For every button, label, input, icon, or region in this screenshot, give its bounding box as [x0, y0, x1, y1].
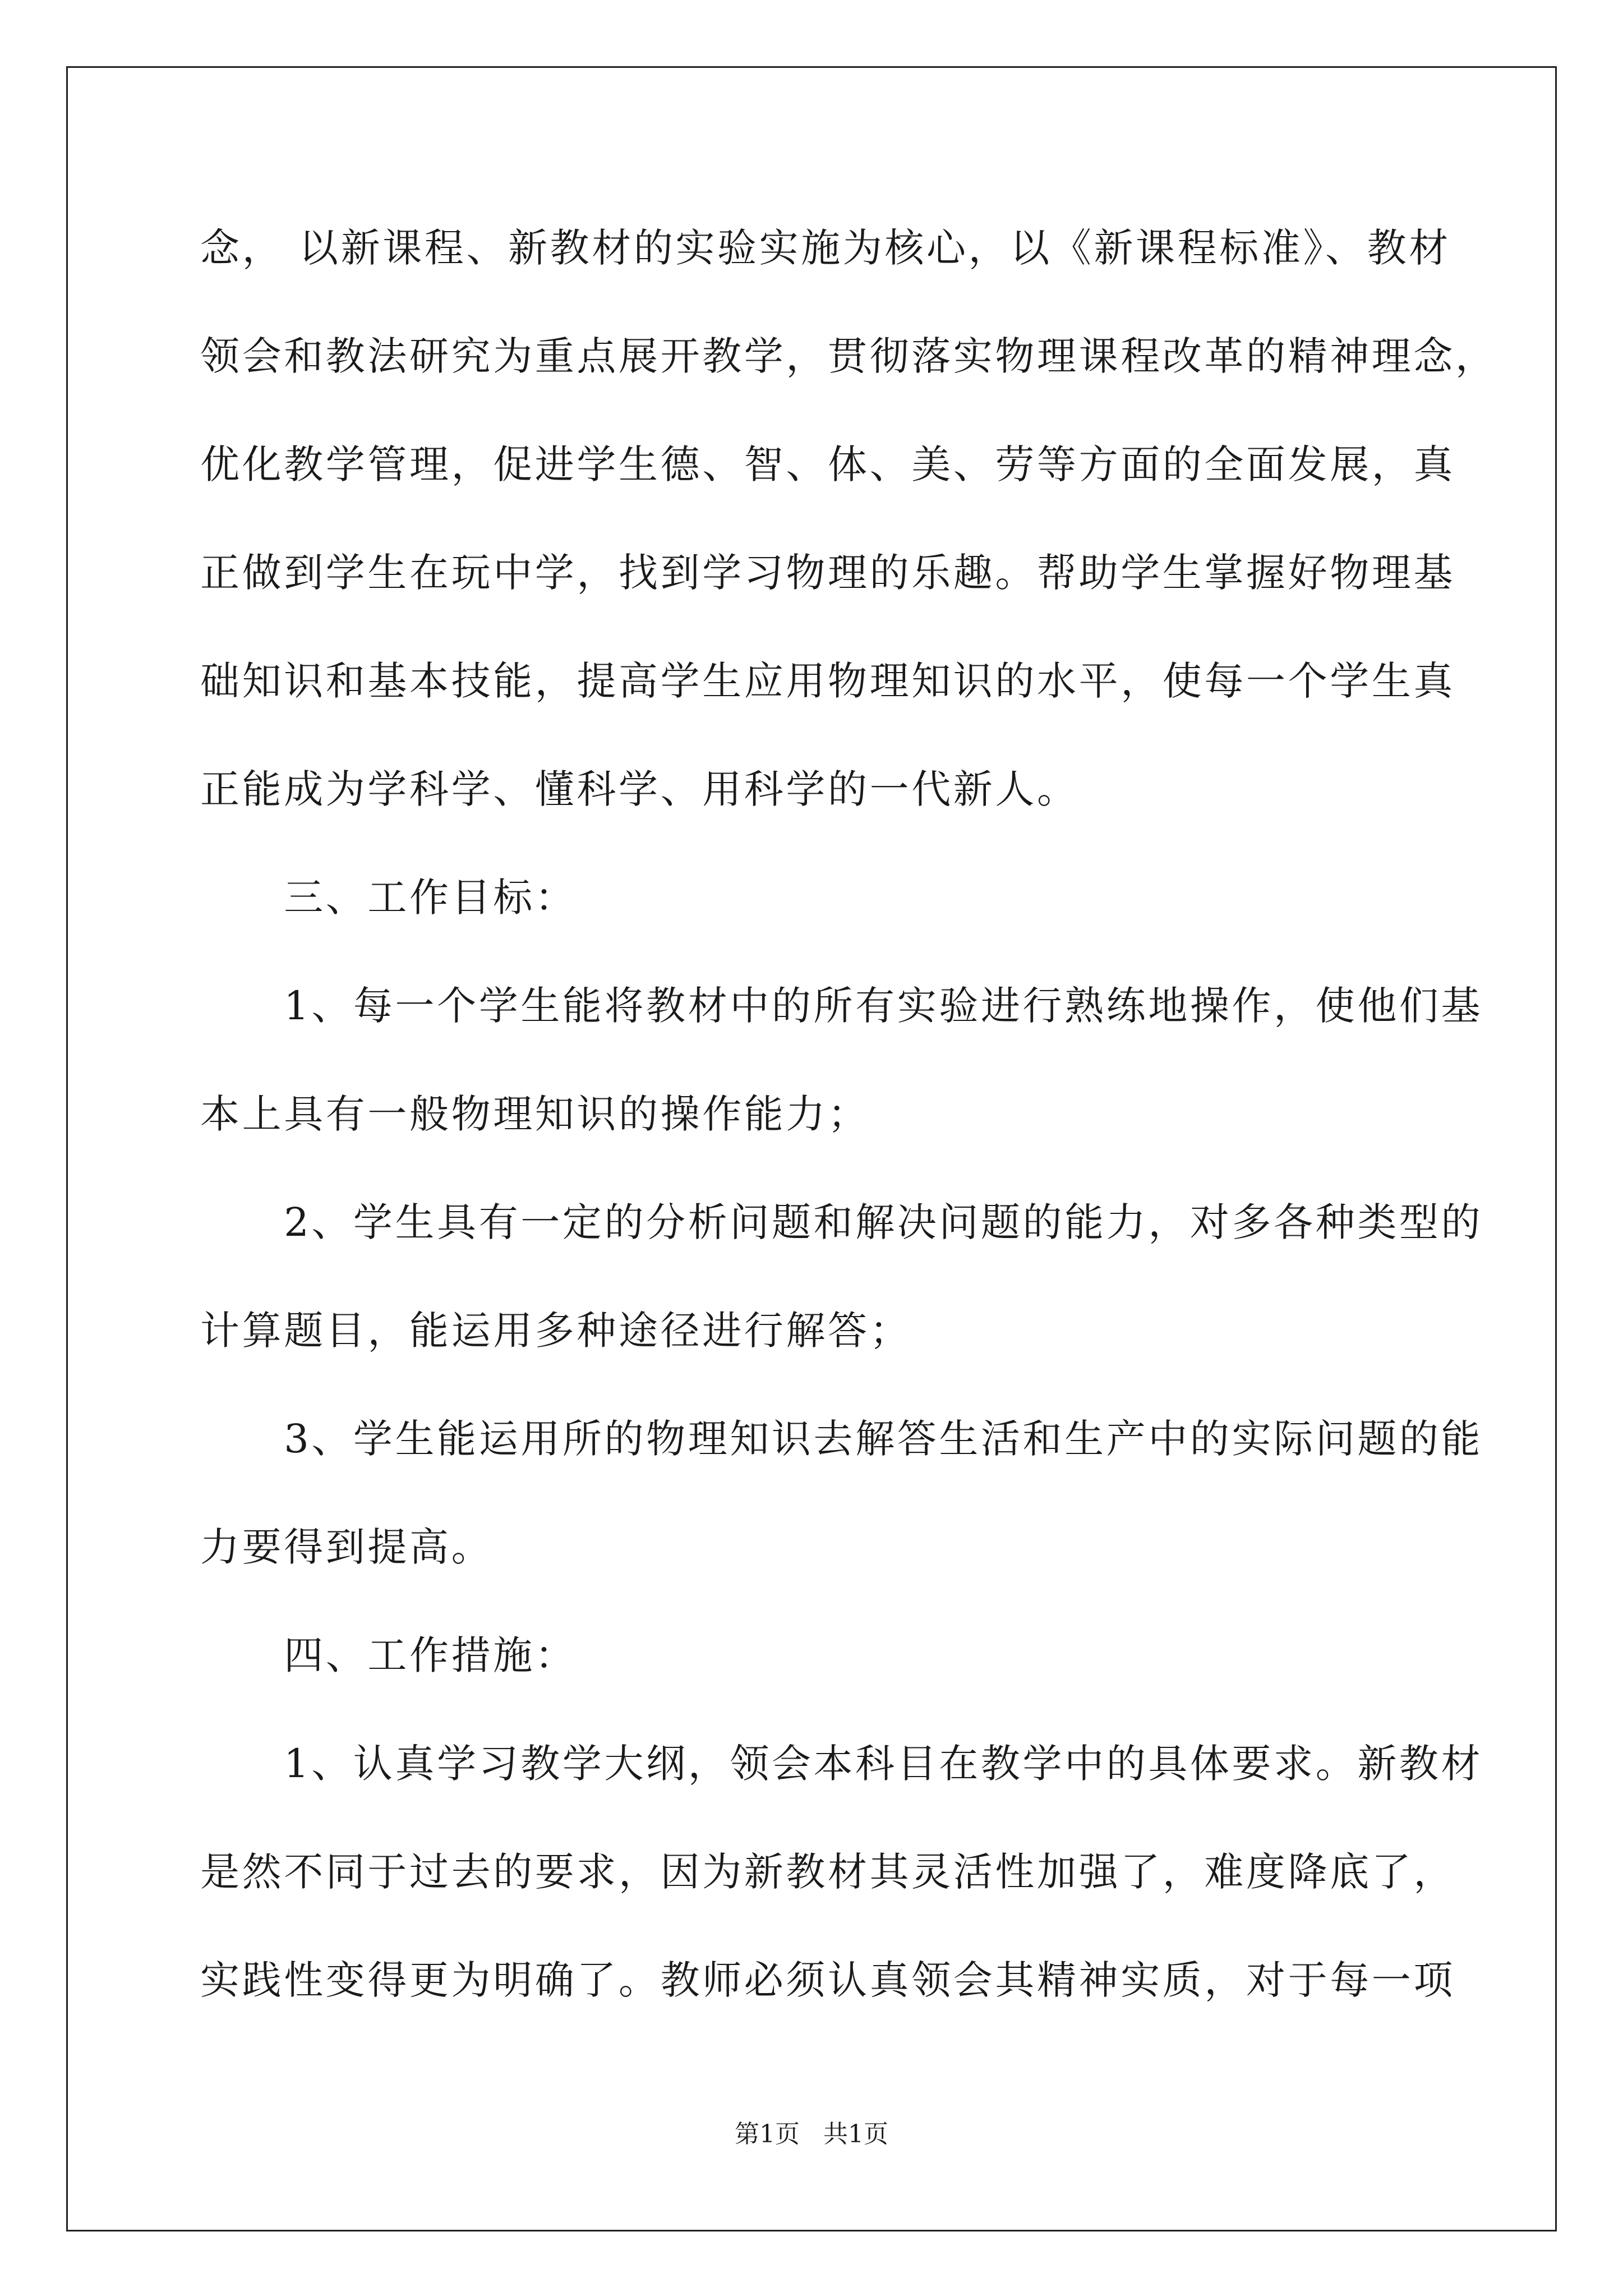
page-number-footer: 第1页 共1页	[735, 2120, 888, 2148]
body-line: 3、学生能运用所的物理知识去解答生活和生产中的实际问题的能	[200, 1416, 1483, 1462]
body-line: 力要得到提高。	[200, 1524, 494, 1570]
body-line: 计算题目，能运用多种途径进行解答；	[200, 1308, 912, 1354]
body-line: 是然不同于过去的要求，因为新教材其灵活性加强了，难度降底了，	[200, 1849, 1455, 1895]
body-line: 2、学生具有一定的分析问题和解决问题的能力，对多各种类型的	[200, 1199, 1483, 1245]
section-heading: 三、工作目标：	[200, 875, 577, 921]
body-line: 1、每一个学生能将教材中的所有实验进行熟练地操作，使他们基	[200, 983, 1483, 1029]
body-line: 念， 以新课程、新教材的实验实施为核心，以《新课程标准》、教材	[200, 225, 1451, 271]
body-line: 实践性变得更为明确了。教师必须认真领会其精神实质，对于每一项	[200, 1957, 1455, 2003]
body-line: 1、认真学习教学大纲，领会本科目在教学中的具体要求。新教材	[200, 1741, 1483, 1787]
body-line: 正能成为学科学、懂科学、用科学的一代新人。	[200, 766, 1079, 812]
section-heading: 四、工作措施：	[200, 1632, 577, 1678]
body-line: 领会和教法研究为重点展开教学，贯彻落实物理课程改革的精神理念，	[200, 333, 1497, 379]
page-border	[66, 66, 1557, 2231]
body-line: 础知识和基本技能，提高学生应用物理知识的水平，使每一个学生真	[200, 658, 1455, 704]
body-line: 优化教学管理，促进学生德、智、体、美、劳等方面的全面发展，真	[200, 441, 1455, 487]
body-line: 本上具有一般物理知识的操作能力；	[200, 1091, 870, 1137]
body-line: 正做到学生在玩中学，找到学习物理的乐趣。帮助学生掌握好物理基	[200, 550, 1455, 596]
